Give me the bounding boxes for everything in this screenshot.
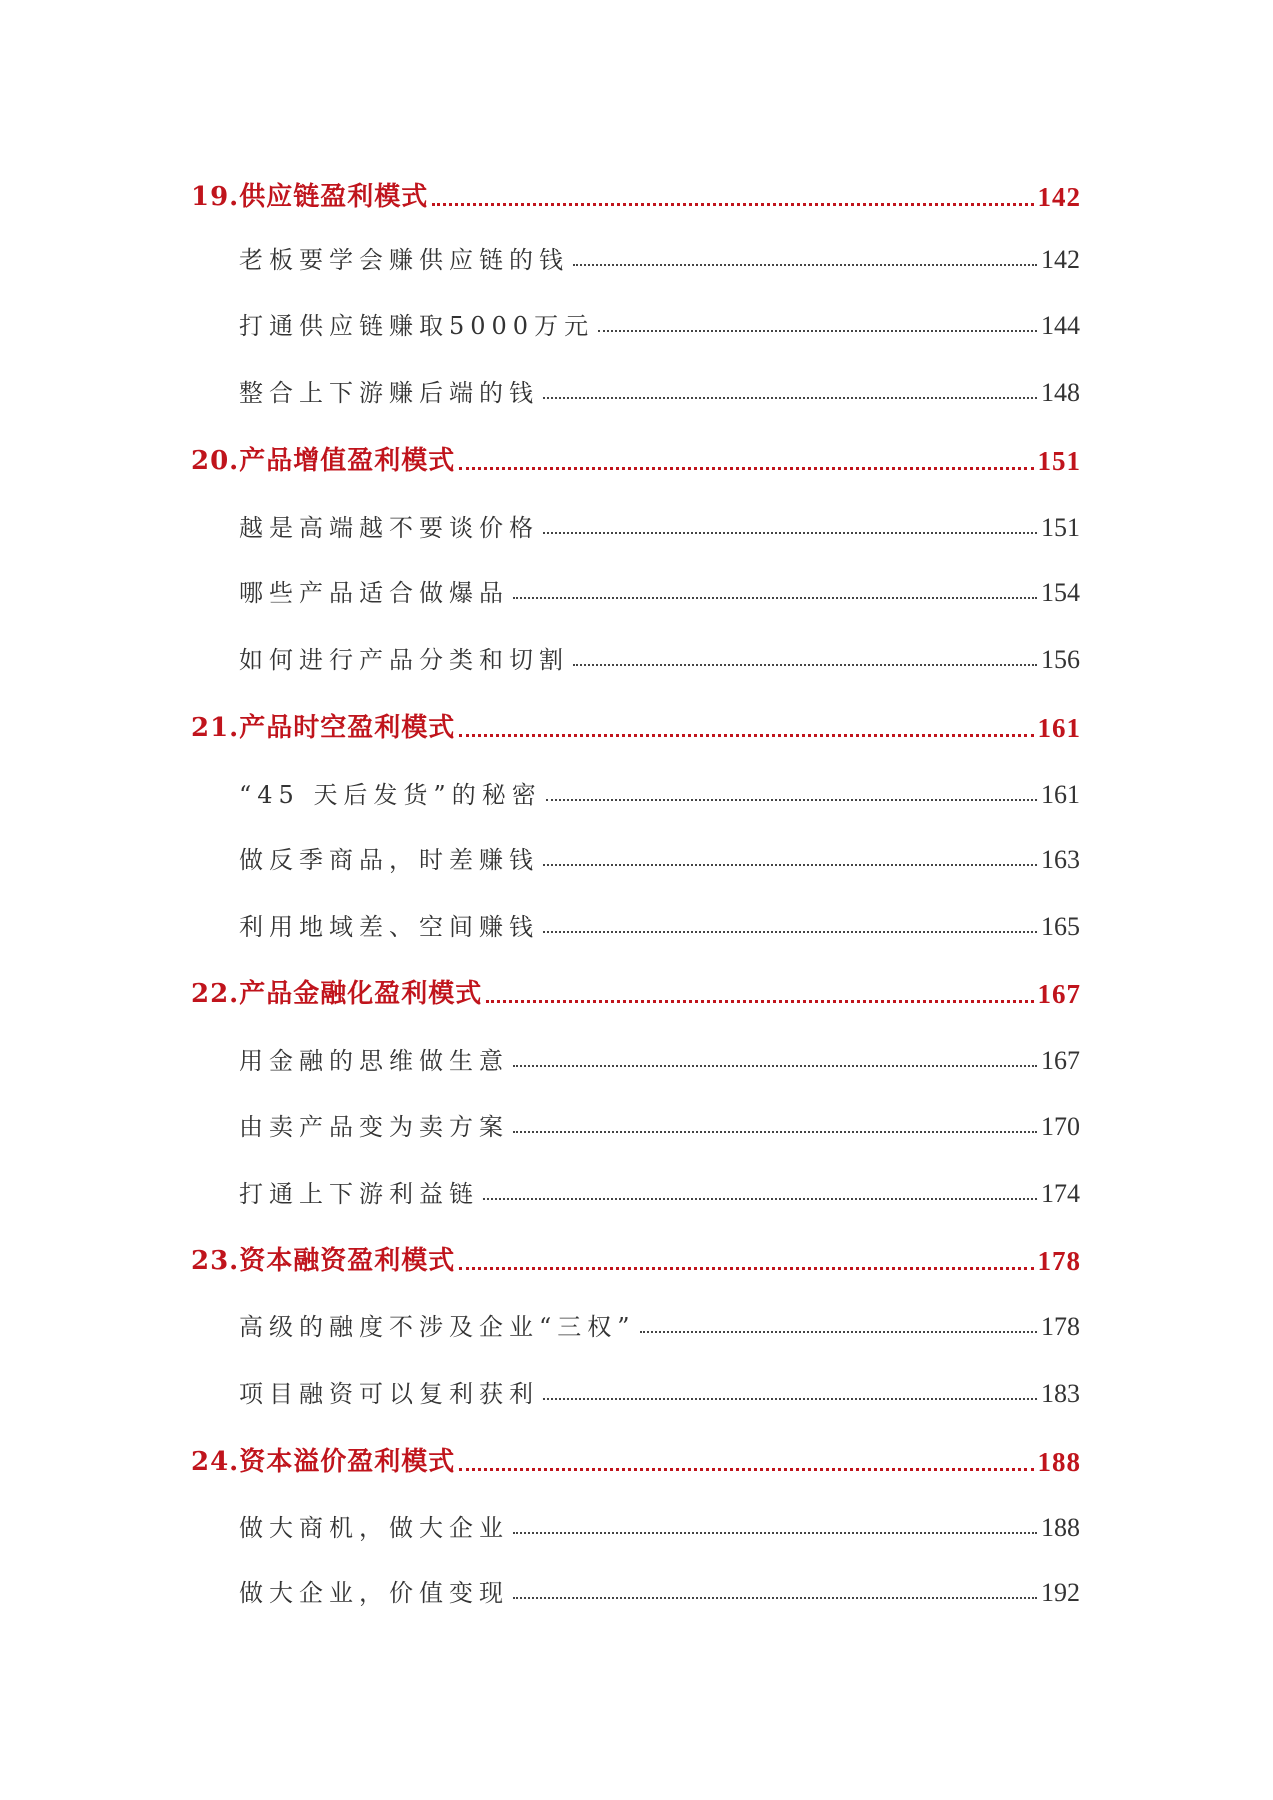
dot-leader [513,1064,1037,1067]
dot-leader [546,798,1037,801]
section-title: 越是高端越不要谈价格 [239,514,539,542]
toc-section[interactable] [239,775,1080,810]
toc-chapter-19[interactable] [191,176,1081,213]
toc-section[interactable] [239,240,1080,275]
section-title: 做大商机，做大企业 [239,1514,509,1542]
section-page-number: 178 [1041,1312,1080,1341]
dot-leader [486,999,1033,1003]
dot-leader [543,930,1037,933]
dot-leader [432,202,1033,206]
toc-chapter-24[interactable] [191,1441,1081,1478]
section-title: 打通上下游利益链 [239,1180,479,1208]
section-title: 用金融的思维做生意 [239,1047,509,1075]
toc-chapter-23[interactable] [191,1240,1081,1277]
chapter-page-number: 178 [1037,1246,1081,1276]
dot-leader [513,1596,1037,1599]
chapter-page-number: 142 [1037,182,1081,212]
section-title: 哪些产品适合做爆品 [239,579,509,607]
dot-leader [543,1397,1037,1400]
dot-leader [513,1531,1037,1534]
toc-section[interactable] [239,1374,1080,1409]
section-page-number: 151 [1041,513,1080,542]
toc-section[interactable] [239,1573,1080,1608]
dot-leader [573,263,1037,266]
chapter-title: 22.产品金融化盈利模式 [191,979,483,1009]
section-title: 打通供应链赚取5000万元 [239,312,595,340]
section-title: 做大企业，价值变现 [239,1579,509,1607]
section-page-number: 144 [1041,311,1080,340]
dot-leader [513,1130,1037,1133]
toc-section[interactable] [239,1174,1080,1209]
toc-section[interactable] [239,573,1080,608]
section-title: 利用地域差、空间赚钱 [239,913,539,941]
chapter-title: 20.产品增值盈利模式 [191,446,456,476]
dot-leader [543,396,1037,399]
chapter-title: 19.供应链盈利模式 [191,182,429,212]
toc-section[interactable] [239,907,1080,942]
toc-chapter-20[interactable] [191,440,1081,477]
chapter-page-number: 151 [1037,446,1081,476]
section-page-number: 170 [1041,1112,1080,1141]
section-page-number: 163 [1041,845,1080,874]
section-page-number: 188 [1041,1513,1080,1542]
section-title: 高级的融度不涉及企业“三权” [239,1313,636,1341]
section-title: “45 天后发货”的秘密 [239,781,542,809]
section-page-number: 192 [1041,1578,1080,1607]
toc-section[interactable] [239,840,1080,875]
section-page-number: 161 [1041,780,1080,809]
dot-leader [598,329,1037,332]
toc-chapter-21[interactable] [191,707,1081,744]
section-title: 老板要学会赚供应链的钱 [239,246,569,274]
toc-section[interactable] [239,1041,1080,1076]
section-page-number: 148 [1041,378,1080,407]
section-page-number: 183 [1041,1379,1080,1408]
toc-section[interactable] [239,373,1080,408]
dot-leader [640,1330,1037,1333]
chapter-title: 23.资本融资盈利模式 [191,1246,456,1276]
dot-leader [459,466,1033,470]
toc-section[interactable] [239,640,1080,675]
chapter-page-number: 188 [1037,1447,1081,1477]
chapter-page-number: 167 [1037,979,1081,1009]
dot-leader [483,1197,1037,1200]
dot-leader [543,531,1037,534]
chapter-page-number: 161 [1037,713,1081,743]
section-title: 如何进行产品分类和切割 [239,646,569,674]
dot-leader [459,733,1033,737]
section-title: 做反季商品，时差赚钱 [239,846,539,874]
section-title: 由卖产品变为卖方案 [239,1113,509,1141]
section-page-number: 154 [1041,578,1080,607]
dot-leader [513,596,1037,599]
chapter-title: 21.产品时空盈利模式 [191,713,456,743]
section-page-number: 174 [1041,1179,1080,1208]
section-page-number: 165 [1041,912,1080,941]
section-page-number: 167 [1041,1046,1080,1075]
toc-section[interactable] [239,1508,1080,1543]
section-page-number: 156 [1041,645,1080,674]
toc-section[interactable] [239,1107,1080,1142]
toc-section[interactable] [239,306,1080,341]
section-title: 项目融资可以复利获利 [239,1380,539,1408]
toc-section[interactable] [239,508,1080,543]
dot-leader [459,1467,1033,1471]
dot-leader [543,863,1037,866]
section-page-number: 142 [1041,245,1080,274]
chapter-title: 24.资本溢价盈利模式 [191,1447,456,1477]
section-title: 整合上下游赚后端的钱 [239,379,539,407]
dot-leader [459,1266,1033,1270]
dot-leader [573,663,1037,666]
toc-chapter-22[interactable] [191,973,1081,1010]
toc-section[interactable] [239,1307,1080,1342]
